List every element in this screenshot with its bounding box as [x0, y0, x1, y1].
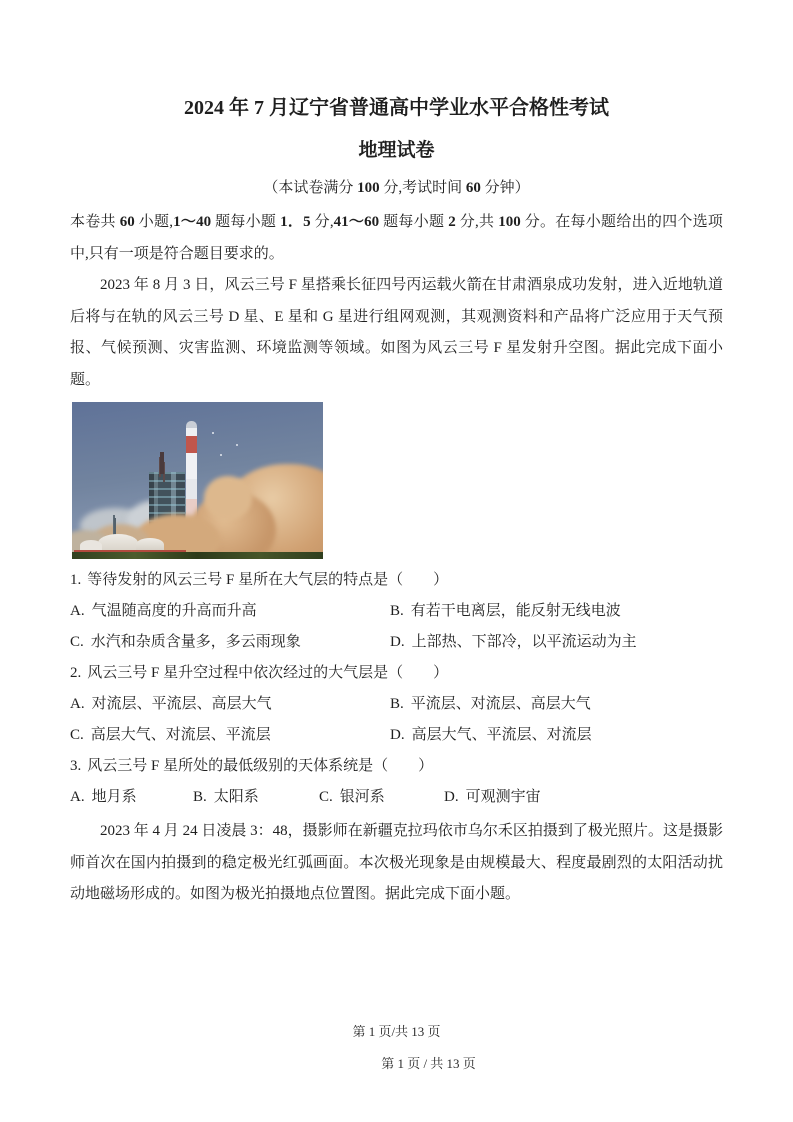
option-label: D. — [444, 789, 459, 805]
debris-specks — [212, 432, 214, 434]
option-text: 对流层、平流层、高层大气 — [91, 696, 272, 712]
question-3-option-a — [70, 782, 193, 813]
option-text: 太阳系 — [213, 789, 259, 805]
option-label: D. — [390, 727, 405, 743]
exam-meta-line: （本试卷满分 100 分,考试时间 60 分钟） — [263, 180, 530, 196]
option-text: 上部热、下部冷，以平流运动为主 — [411, 634, 637, 650]
question-2-option-c — [70, 720, 390, 751]
question-1 — [70, 565, 723, 658]
option-label: D. — [390, 634, 405, 650]
exam-title: 2024 年 7 月辽宁省普通高中学业水平合格性考试 — [184, 97, 609, 119]
question-1-option-b — [390, 596, 723, 627]
option-text: 高层大气、对流层、平流层 — [90, 727, 271, 743]
question-3-stem — [70, 751, 723, 782]
figure-rocket-launch-photo — [72, 402, 323, 559]
question-2-options — [70, 689, 723, 751]
page-number-footer: 第 1 页/共 13 页 — [352, 1024, 441, 1039]
option-label: C. — [70, 634, 84, 650]
question-number: 1. — [70, 572, 82, 588]
option-text: 平流层、对流层、高层大气 — [410, 696, 591, 712]
option-label: A. — [70, 603, 85, 619]
exam-instructions: 本卷共 60 小题,1～40 题每小题 1．5 分,41～60 题每小题 2 分,共 100 分。在每小题给出的四个选项中,只有一项是符合题目要求的。 — [70, 214, 723, 262]
passage-1: 2023 年 8 月 3 日，风云三号 F 星搭乘长征四号丙运载火箭在甘肃酒泉成功发射，进入近地轨道后将与在轨的风云三号 D 星、E 星和 G 星进行组网观测，其观测资料和产品将广泛应用于天气预报、气候预测、灾害监测、环境监测等领域。如图为风云三号 F 星发射升空图。据此完成下面小题。 — [70, 277, 723, 388]
option-label: A. — [70, 789, 85, 805]
option-label: A. — [70, 696, 85, 712]
question-number: 3. — [70, 758, 82, 774]
option-text: 水汽和杂质含量多，多云雨现象 — [90, 634, 301, 650]
question-1-option-a — [70, 596, 390, 627]
question-3-option-b — [193, 782, 319, 813]
question-1-option-c — [70, 627, 390, 658]
question-text: 风云三号 F 星升空过程中依次经过的大气层是（ ） — [87, 665, 449, 681]
option-label: B. — [390, 603, 404, 619]
option-text: 有若干电离层，能反射无线电波 — [410, 603, 621, 619]
passage-2: 2023 年 4 月 24 日凌晨 3：48，摄影师在新疆克拉玛依市乌尔禾区拍摄到了极光照片。这是摄影师首次在国内拍摄到的稳定极光红弧画面。本次极光现象是由规模最大、程度最剧烈的太阳活动扰动地磁场形成的。如图为极光拍摄地点位置图。据此完成下面小题。 — [70, 823, 723, 902]
option-text: 地月系 — [91, 789, 137, 805]
exam-subtitle: 地理试卷 — [358, 140, 435, 161]
option-label: C. — [319, 789, 333, 805]
option-text: 高层大气、平流层、对流层 — [411, 727, 592, 743]
tower-mast — [160, 452, 164, 474]
question-3-options — [70, 782, 723, 813]
question-text: 风云三号 F 星所处的最低级别的天体系统是（ ） — [87, 758, 434, 774]
question-2-option-b — [390, 689, 723, 720]
exam-page — [70, 0, 723, 911]
question-3 — [70, 751, 723, 813]
question-number: 2. — [70, 665, 82, 681]
question-2 — [70, 658, 723, 751]
question-text: 等待发射的风云三号 F 星所在大气层的特点是（ ） — [87, 572, 449, 588]
vegetation-strip — [72, 552, 323, 559]
dust-cloud — [204, 476, 252, 520]
question-3-option-d — [444, 782, 723, 813]
question-1-stem — [70, 565, 723, 596]
question-2-option-a — [70, 689, 390, 720]
question-1-options — [70, 596, 723, 658]
page-number-footer-secondary: 第 1 页 / 共 13 页 — [381, 1056, 476, 1071]
option-label: C. — [70, 727, 84, 743]
option-label: B. — [390, 696, 404, 712]
option-text: 气温随高度的升高而升高 — [91, 603, 257, 619]
question-3-option-c — [319, 782, 444, 813]
option-label: B. — [193, 789, 207, 805]
option-text: 可观测宇宙 — [465, 789, 541, 805]
option-text: 银河系 — [339, 789, 385, 805]
question-2-option-d — [390, 720, 723, 751]
question-1-option-d — [390, 627, 723, 658]
question-2-stem — [70, 658, 723, 689]
